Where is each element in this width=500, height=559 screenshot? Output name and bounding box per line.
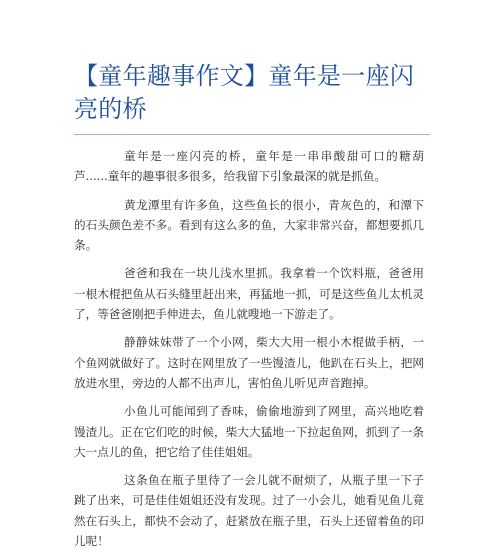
paragraph: 童年是一座闪亮的桥，童年是一串串酸甜可口的糖葫芦......童年的趣事很多很多，给我留下引象最深的就是抓鱼。 xyxy=(74,149,424,184)
paragraph: 爸爸和我在一块儿浅水里抓。我拿着一个饮料瓶，爸爸用一根木棍把鱼从石头缝里赶出来，再猛地一抓，可是这些鱼儿太机灵了，等爸爸刚把手伸进去，鱼儿就嗖地一下游走了。 xyxy=(74,266,424,322)
article-title: 【童年趣事作文】童年是一座闪亮的桥 xyxy=(74,62,415,123)
paragraph: 这条鱼在瓶子里待了一会儿就不耐烦了，从瓶子里一下子跳了出来，可是佳佳姐姐还没有发现。过了一小会儿，她看见鱼儿竟然在石头上，都快不会动了，赶紧放在瓶子里，石头上还留着鱼的印儿呢！ xyxy=(74,473,424,549)
paragraph: 黄龙潭里有许多鱼，这些鱼长的很小，青灰色的，和潭下的石头颜色差不多。看到有这么多的鱼，大家非常兴奋，都想要抓几条。 xyxy=(74,197,424,253)
paragraph: 小鱼儿可能闻到了香味，偷偷地游到了网里，高兴地吃着馒渣儿。正在它们吃的时候，柴大大猛地一下拉起鱼网，抓到了一条大一点儿的鱼，把它给了佳佳姐姐。 xyxy=(74,404,424,459)
title-divider xyxy=(74,134,430,135)
article-body xyxy=(74,146,424,559)
paragraph: 静静妹妹带了一个小网，柴大大用一根小木棍做手柄，一个鱼网就做好了。这时在网里放了一些馒渣儿，他趴在石头上，把网放进水里，旁边的人都不出声儿，害怕鱼儿听见声音跑掉。 xyxy=(74,335,424,390)
